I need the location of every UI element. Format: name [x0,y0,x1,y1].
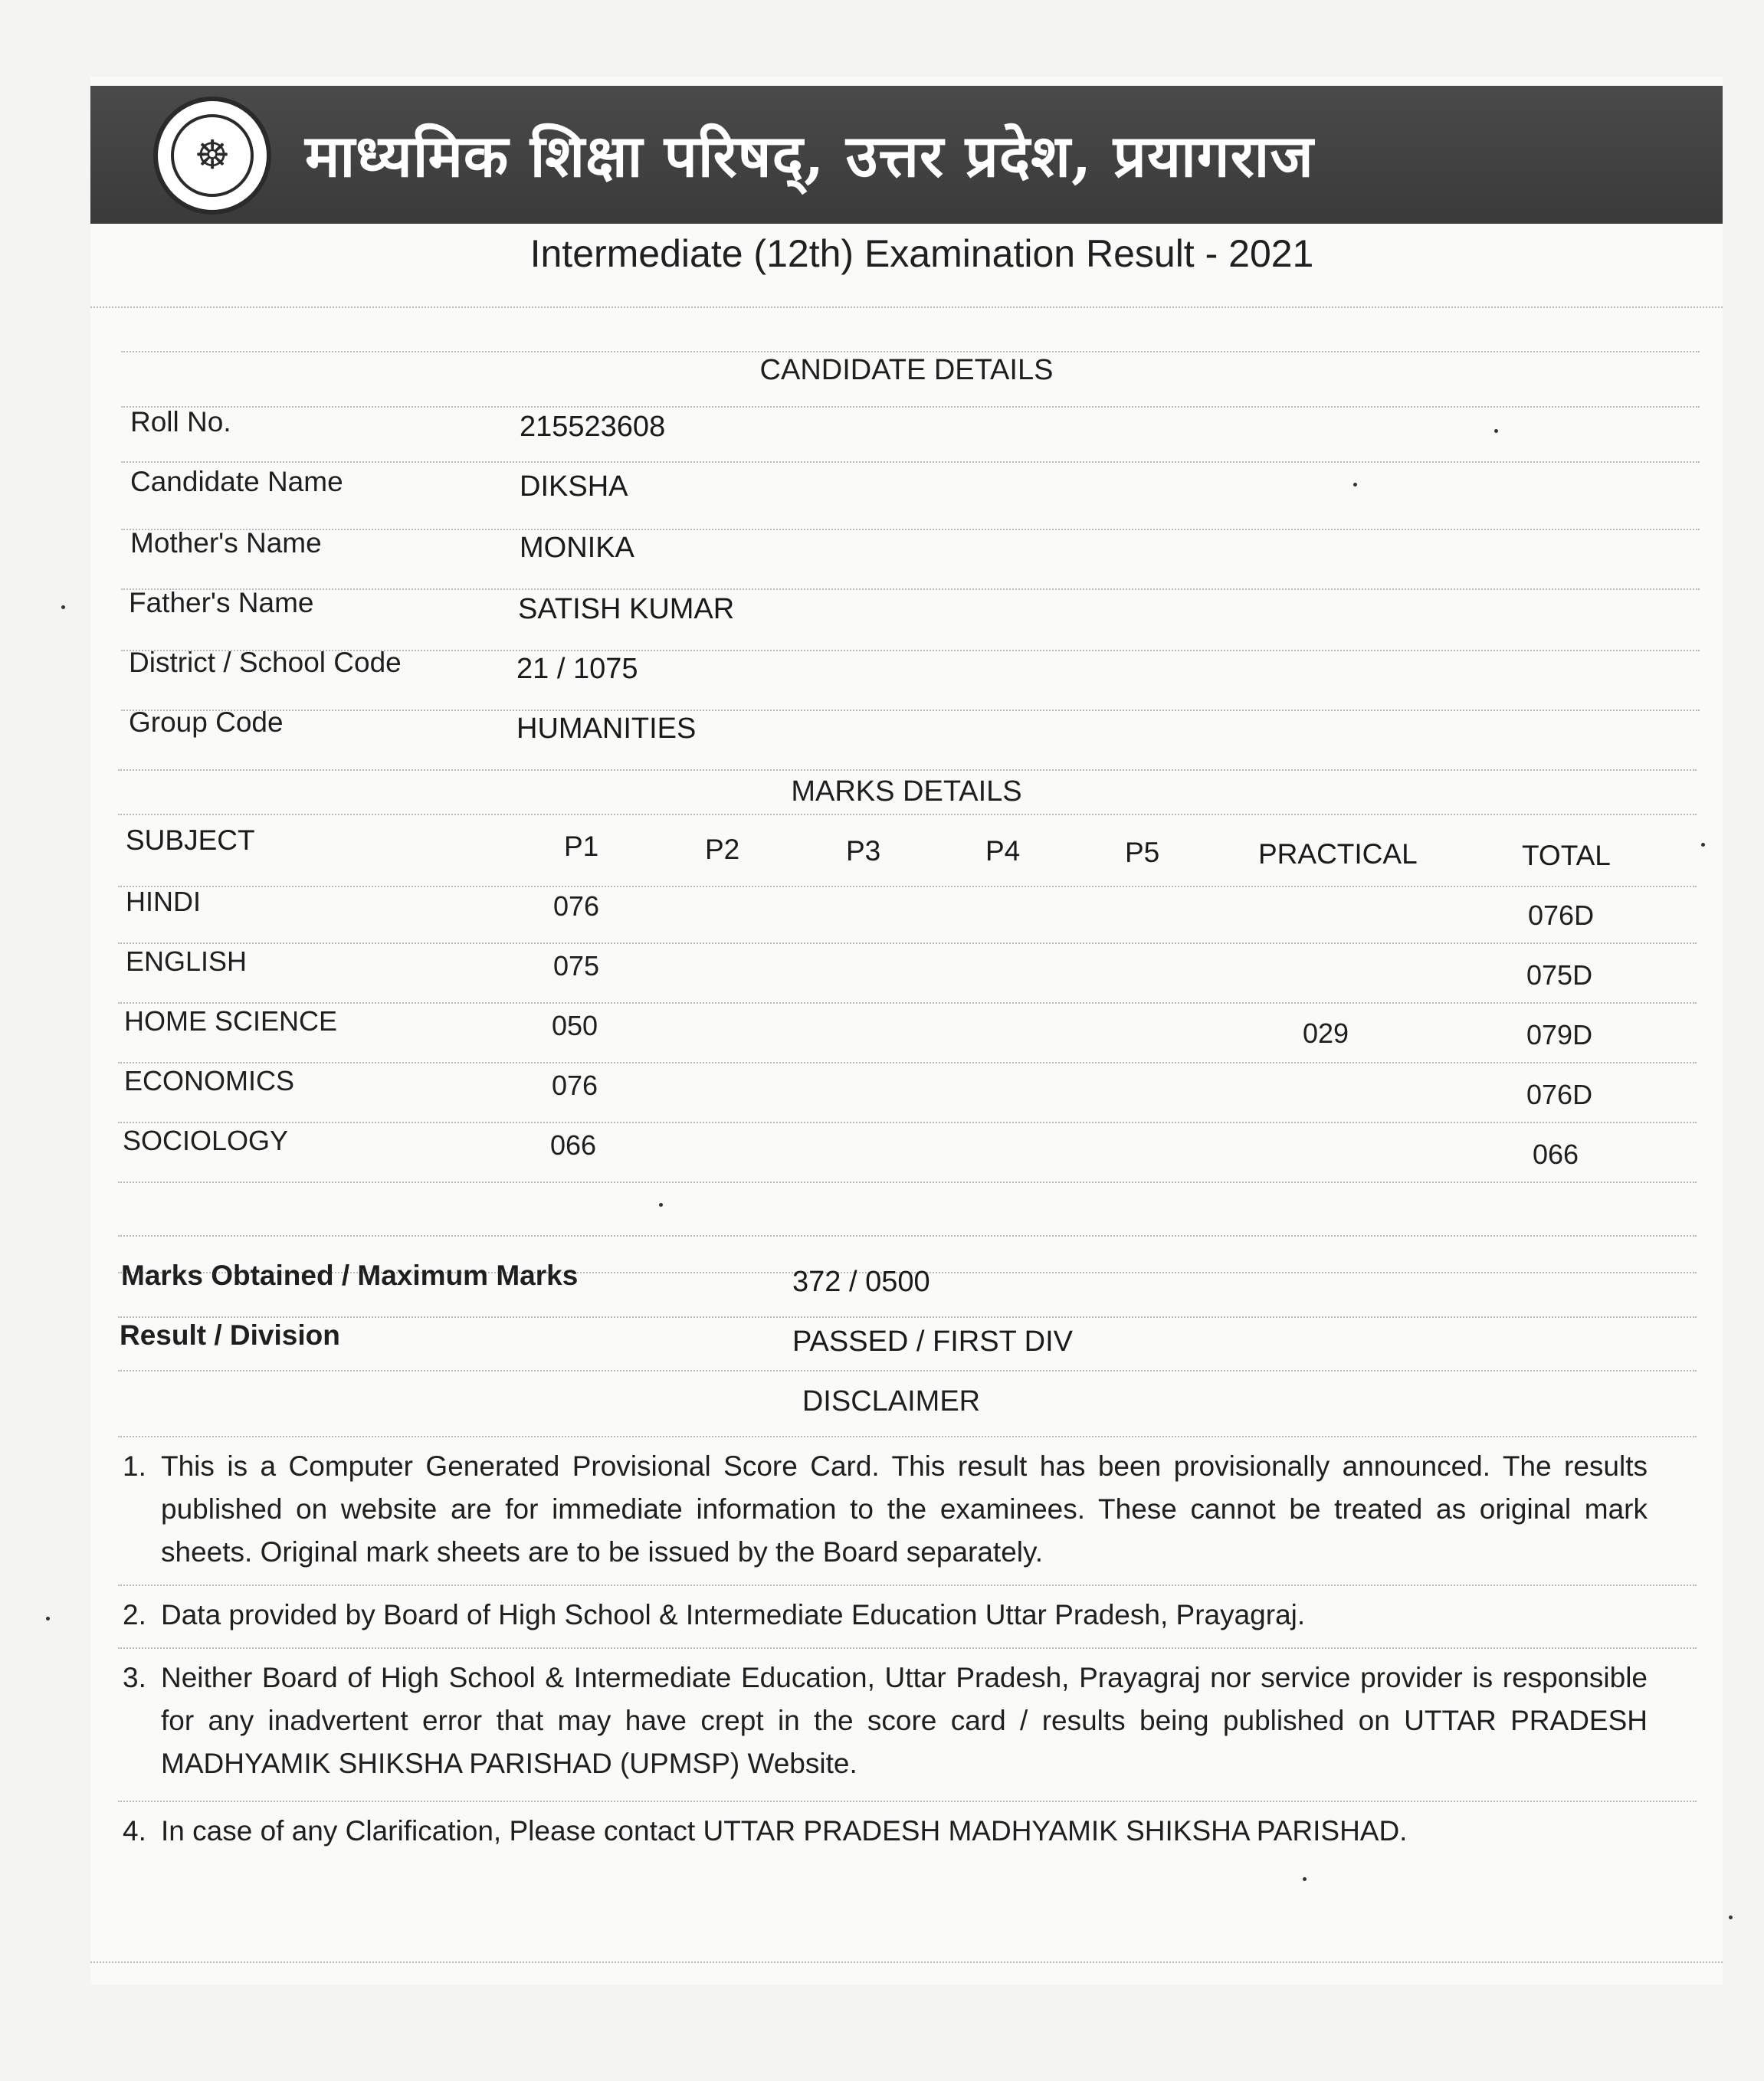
disclaimer-item [123,1810,1648,1853]
p1-cell: 075 [553,950,600,982]
p1-cell: 066 [550,1129,597,1161]
subject-cell: SOCIOLOGY [123,1125,289,1156]
col-p3: P3 [846,835,881,867]
scan-speck [1729,1916,1733,1919]
p1-cell: 050 [552,1010,598,1041]
father-name-label: Father's Name [129,587,314,618]
disclaimer-text: This is a Computer Generated Provisional Score Card. This result has been provisionally announced. The results published on website are for immediate information to the examinees. These cannot be treated as original mark sheets. Original mark sheets are to be issued by the Board separately. [161,1450,1648,1568]
disclaimer-number: 1. [123,1450,146,1482]
candidate-name-label: Candidate Name [130,466,343,497]
total-cell: 076D [1528,900,1595,931]
disclaimer-number: 2. [123,1599,146,1630]
board-emblem-icon [153,97,271,215]
marks-obtained-label: Marks Obtained / Maximum Marks [121,1260,579,1291]
divider [121,710,1700,711]
disclaimer-item [123,1594,1648,1637]
total-cell: 079D [1526,1019,1593,1050]
col-total: TOTAL [1522,840,1611,871]
disclaimer-text: Data provided by Board of High School & Intermediate Education Uttar Pradesh, Prayagraj. [161,1599,1306,1630]
exam-title: Intermediate (12th) Examination Result - 2021 [530,232,1314,275]
district-school-label: District / School Code [129,647,402,678]
practical-cell: 029 [1303,1018,1349,1049]
total-cell: 076D [1526,1079,1593,1110]
emblem-symbol: ☸ [171,114,254,197]
mother-name-value: MONIKA [520,532,634,564]
scan-speck [1303,1877,1307,1881]
roll-no-value: 215523608 [520,411,666,443]
divider [118,1647,1697,1649]
disclaimer-number: 4. [123,1815,146,1847]
divider [118,1181,1697,1183]
result-division-label: Result / Division [120,1319,340,1351]
group-code-value: HUMANITIES [516,713,697,745]
subject-cell: ECONOMICS [124,1065,295,1096]
scan-speck [1701,843,1705,847]
subject-cell: ENGLISH [126,945,248,977]
col-p1: P1 [564,831,599,862]
divider [118,1436,1697,1437]
divider [118,1002,1697,1004]
disclaimer-number: 3. [123,1662,146,1693]
marks-obtained-value: 372 / 0500 [792,1266,930,1298]
scan-speck [659,1203,663,1207]
divider [121,461,1700,463]
disclaimer-title: DISCLAIMER [802,1385,981,1417]
total-cell: 075D [1526,959,1593,991]
divider [118,814,1697,815]
divider [118,1801,1697,1802]
disclaimer-text: Neither Board of High School & Intermediate Education, Uttar Pradesh, Prayagraj nor service provider is responsible for any inadvertent error that may have crept in the score card / results being published on UTTAR PRADESH MADHYAMIK SHIKSHA PARISHAD (UPMSP) Website. [161,1662,1648,1779]
marks-details-title: MARKS DETAILS [791,775,1022,808]
board-name: माध्यमिक शिक्षा परिषद्, उत्तर प्रदेश, प्रयागराज [305,122,1314,190]
divider [118,1370,1697,1371]
disclaimer-text: In case of any Clarification, Please contact UTTAR PRADESH MADHYAMIK SHIKSHA PARISHAD. [161,1815,1408,1847]
disclaimer-item [123,1657,1648,1785]
roll-no-label: Roll No. [130,406,231,438]
subject-cell: HINDI [126,886,201,917]
p1-cell: 076 [553,890,600,922]
divider [118,886,1697,887]
col-p2: P2 [705,834,740,865]
result-division-value: PASSED / FIRST DIV [792,1326,1074,1358]
group-code-label: Group Code [129,706,284,738]
candidate-details-title: CANDIDATE DETAILS [759,354,1054,386]
total-cell: 066 [1533,1139,1579,1170]
divider [118,1585,1697,1586]
col-p5: P5 [1125,837,1160,868]
scan-speck [46,1617,50,1621]
divider [118,769,1697,771]
divider [118,1316,1697,1318]
divider [118,942,1697,944]
divider [121,406,1700,408]
divider [118,1122,1697,1123]
col-practical: PRACTICAL [1258,838,1418,870]
scan-speck [61,605,65,609]
divider [118,1062,1697,1063]
divider [118,1235,1697,1237]
divider [121,529,1700,530]
divider [121,351,1700,352]
scan-speck [1353,483,1357,487]
disclaimer-item [123,1445,1648,1574]
father-name-value: SATISH KUMAR [518,593,735,625]
divider [121,588,1700,590]
mother-name-label: Mother's Name [130,527,322,559]
subject-cell: HOME SCIENCE [124,1005,338,1037]
col-p4: P4 [985,835,1021,867]
col-subject: SUBJECT [126,824,255,856]
scan-speck [1494,429,1498,433]
candidate-name-value: DIKSHA [520,470,628,503]
header-bar [90,86,1723,224]
divider [90,306,1723,308]
divider [90,1961,1723,1963]
district-school-value: 21 / 1075 [516,653,638,685]
p1-cell: 076 [552,1070,598,1101]
result-sheet [90,77,1723,1984]
